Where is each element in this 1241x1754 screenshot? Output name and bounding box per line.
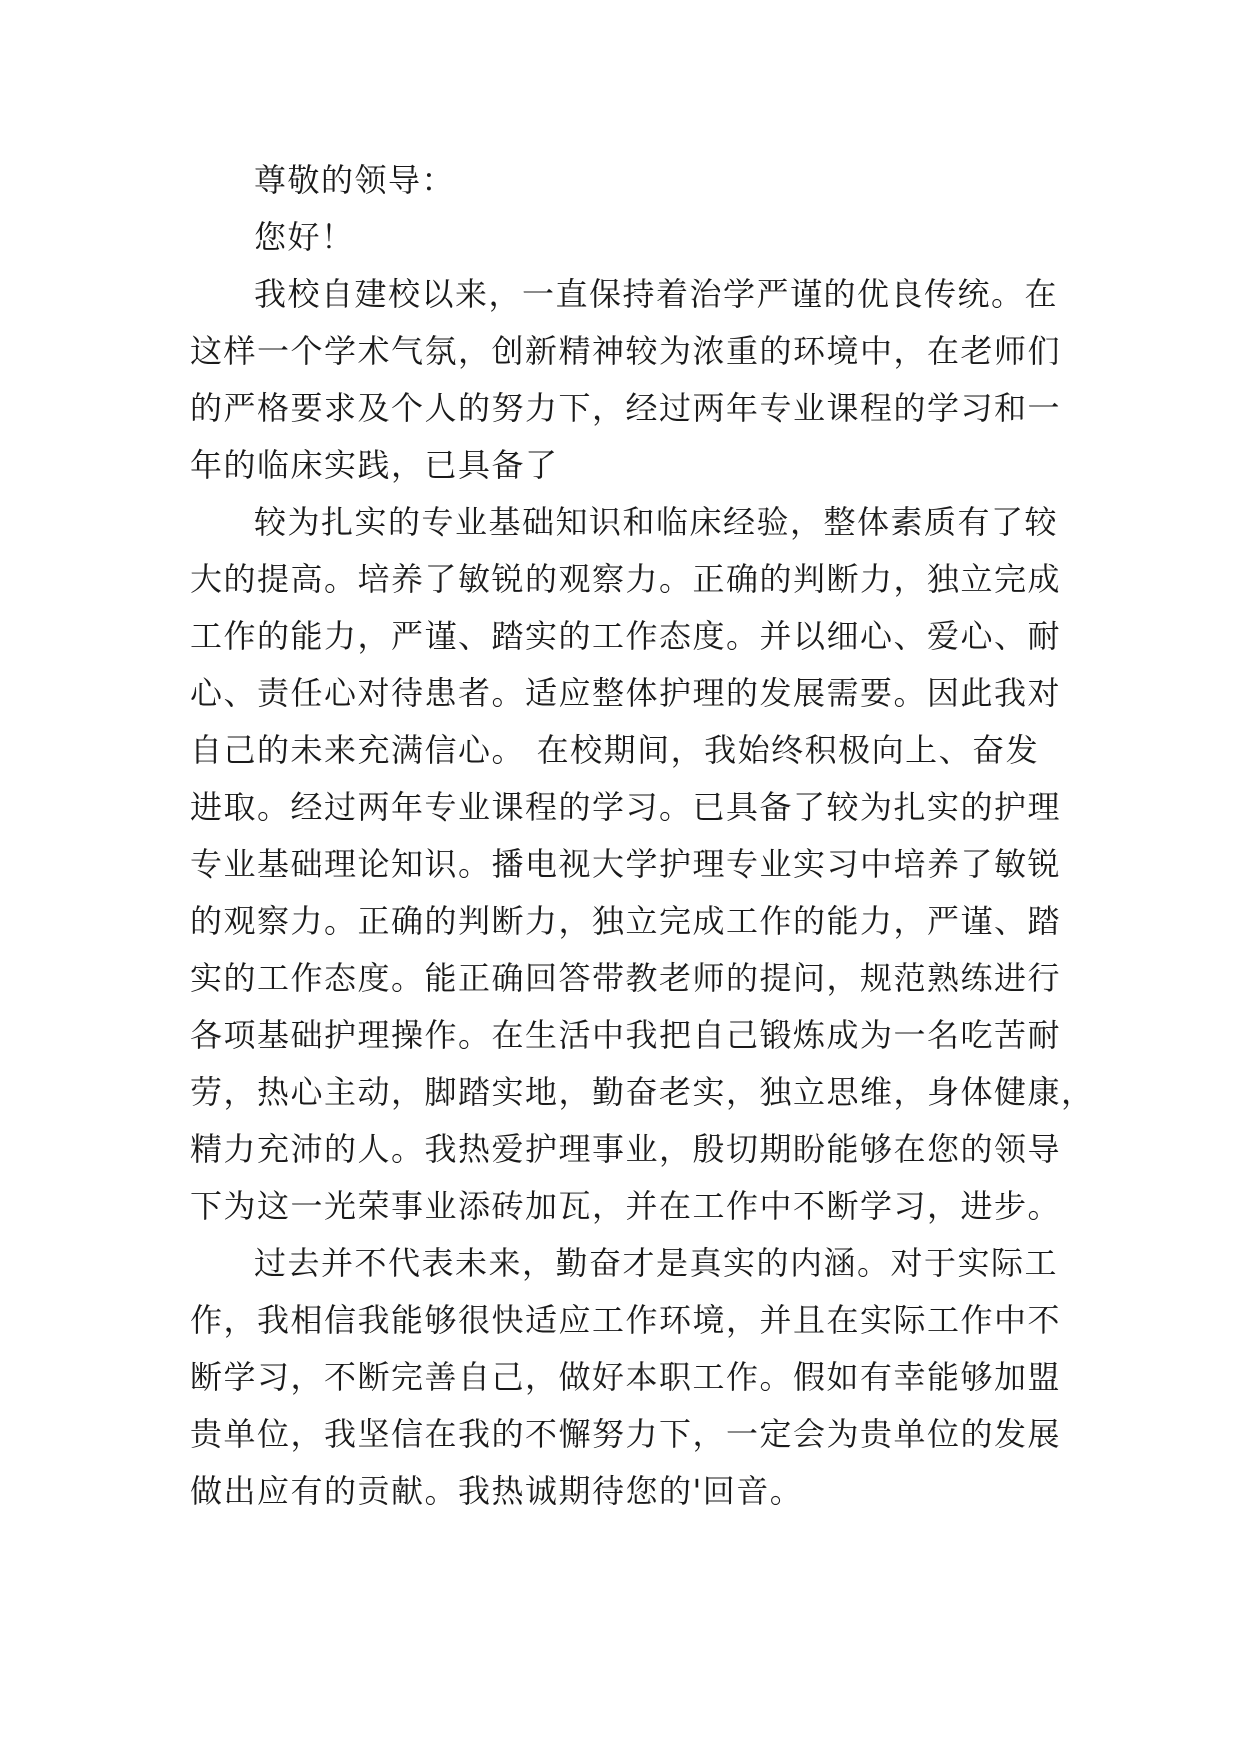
paragraph-3 xyxy=(190,1235,1062,1520)
letter-body xyxy=(190,152,1095,1520)
paragraph-line: 的观察力。正确的判断力，独立完成工作的能力，严谨、踏 xyxy=(190,902,1062,940)
paragraph-line: 贵单位，我坚信在我的不懈努力下，一定会为贵单位的发展 xyxy=(190,1415,1062,1453)
paragraph-line: 这样一个学术气氛，创新精神较为浓重的环境中，在老师们 xyxy=(190,332,1062,370)
paragraph-line: 做出应有的贡献。我热诚期待您的'回音。 xyxy=(190,1472,804,1510)
paragraph-line: 自己的未来充满信心。 在校期间，我始终积极向上、奋发 xyxy=(190,731,1040,769)
paragraph-line: 的严格要求及个人的努力下，经过两年专业课程的学习和一 xyxy=(190,389,1062,427)
paragraph-line: 工作的能力，严谨、踏实的工作态度。并以细心、爱心、耐 xyxy=(190,617,1062,655)
paragraph-line: 专业基础理论知识。播电视大学护理专业实习中培养了敏锐 xyxy=(190,845,1062,883)
paragraph-line: 大的提高。培养了敏锐的观察力。正确的判断力，独立完成 xyxy=(190,560,1062,598)
paragraph-line: 过去并不代表未来，勤奋才是真实的内涵。对于实际工 xyxy=(254,1244,1059,1282)
paragraph-line: 下为这一光荣事业添砖加瓦，并在工作中不断学习，进步。 xyxy=(190,1187,1062,1225)
paragraph-line: 作，我相信我能够很快适应工作环境，并且在实际工作中不 xyxy=(190,1301,1062,1339)
paragraph-1 xyxy=(190,266,1062,494)
paragraph-line: 劳，热心主动，脚踏实地，勤奋老实，独立思维，身体健康， xyxy=(190,1073,1095,1111)
paragraph-line: 进取。经过两年专业课程的学习。已具备了较为扎实的护理 xyxy=(190,788,1062,826)
salutation: 尊敬的领导： xyxy=(254,161,456,199)
paragraph-line: 我校自建校以来，一直保持着治学严谨的优良传统。在 xyxy=(254,275,1059,313)
paragraph-line: 心、责任心对待患者。适应整体护理的发展需要。因此我对 xyxy=(190,674,1062,712)
paragraph-line: 断学习，不断完善自己，做好本职工作。假如有幸能够加盟 xyxy=(190,1358,1062,1396)
paragraph-line: 各项基础护理操作。在生活中我把自己锻炼成为一名吃苦耐 xyxy=(190,1016,1062,1054)
paragraph-2 xyxy=(190,494,1095,1235)
paragraph-line: 年的临床实践，已具备了 xyxy=(190,446,559,484)
paragraph-line: 较为扎实的专业基础知识和临床经验，整体素质有了较 xyxy=(254,503,1059,541)
greeting: 您好！ xyxy=(254,218,355,256)
paragraph-line: 实的工作态度。能正确回答带教老师的提问，规范熟练进行 xyxy=(190,959,1062,997)
paragraph-line: 精力充沛的人。我热爱护理事业，殷切期盼能够在您的领导 xyxy=(190,1130,1062,1168)
